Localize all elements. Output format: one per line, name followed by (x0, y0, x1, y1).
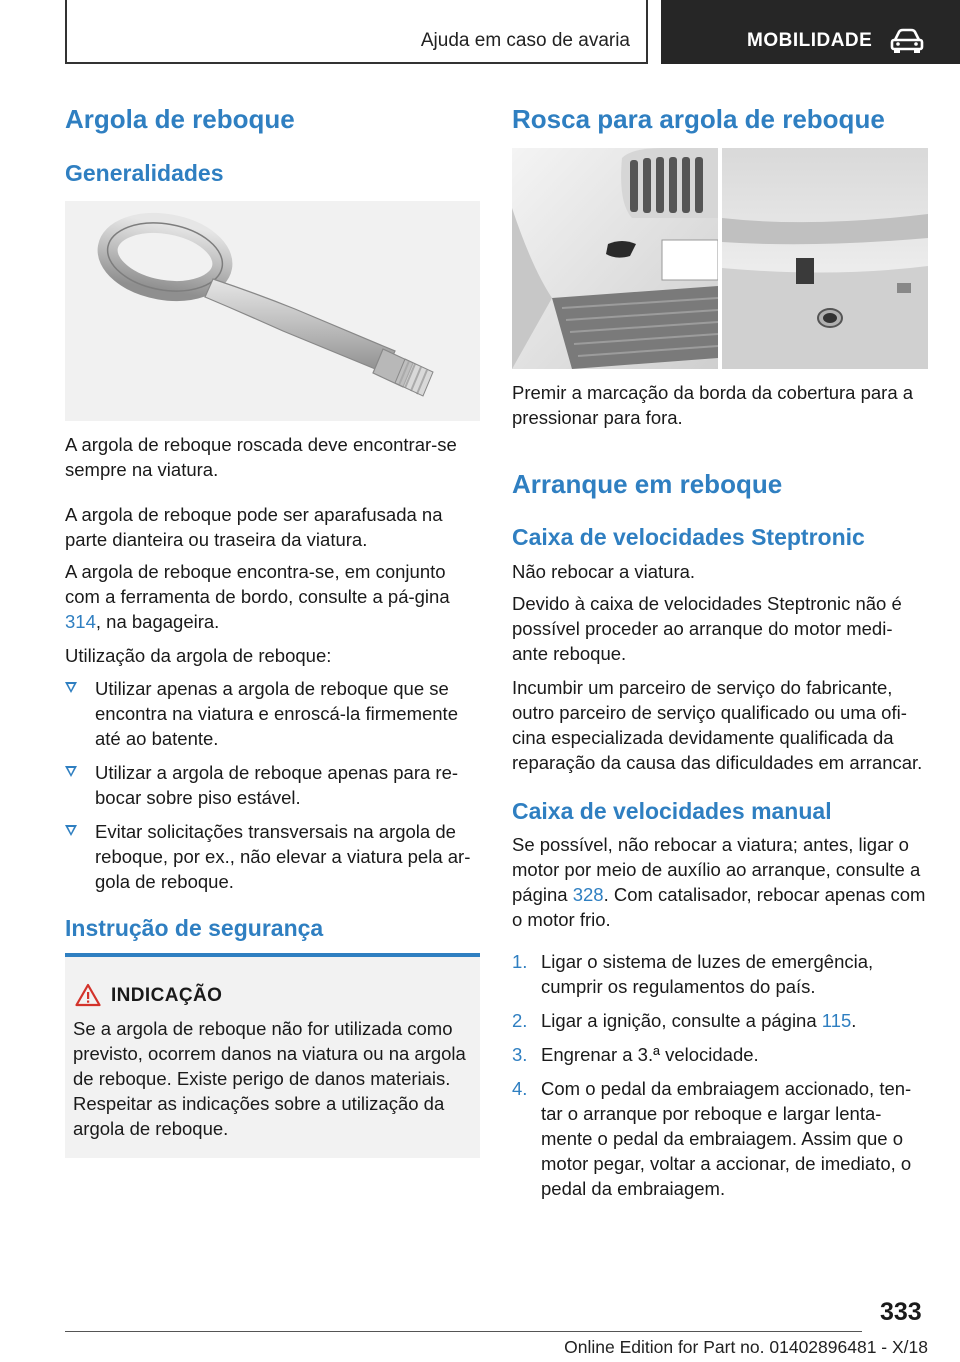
page-link-115[interactable]: 115 (821, 1010, 852, 1031)
section-title-tow-thread: Rosca para argola de reboque (512, 104, 885, 134)
footer-edition: Online Edition for Part no. 01402896481 - X/18 (564, 1337, 928, 1357)
paragraph-tow-eye-location: A argola de reboque encontra-se, em conjunto com a ferramenta de bordo, consulte a pá-gina 314, na bagageira. (65, 561, 450, 632)
page-link-328[interactable]: 328 (572, 884, 604, 905)
paragraph-tow-eye-always: A argola de reboque roscada deve encontrar-se sempre na viatura. (65, 434, 457, 480)
section-title-tow-eye: Argola de reboque (65, 104, 295, 134)
paragraph-steptronic-reason: Devido à caixa de velocidades Steptronic não é possível proceder ao arranque do motor medi-ante reboque. (512, 593, 902, 664)
paragraph-press-cover: Premir a marcação da borda da cobertura para a pressionar para fora. (512, 382, 914, 428)
tow-eye-illustration-icon (65, 201, 480, 421)
paragraph-steptronic-service: Incumbir um parceiro de serviço do fabricante, outro parceiro de serviço qualificado ou uma ofi-cina especializada devidamente qualificada da reparação da causa das dificuldades em arrancar. (512, 677, 923, 773)
tow-eye-illustration (65, 201, 480, 421)
paragraph-steptronic-no-tow: Não rebocar a viatura. (512, 561, 696, 582)
list-item: 2. Ligar a ignição, consulte a página 115. (512, 1010, 857, 1031)
paragraph-manual-intro: Se possível, não rebocar a viatura; antes, ligar o motor por meio de auxílio ao arranque, consulte a página 328. Com catalisador, rebocar apenas com o motor frio. (512, 834, 926, 930)
list-item: Utilizar apenas a argola de reboque que se encontra na viatura e enroscá-la firmemente até ao batente. (65, 676, 480, 751)
notice-box (65, 953, 480, 1158)
header-section-title: Ajuda em caso de avaria (420, 30, 630, 51)
list-item: 3. Engrenar a 3.ª velocidade. (512, 1044, 759, 1065)
list-item: Evitar solicitações transversais na argola de reboque, por ex., não elevar a viatura pela ar-gola de reboque. (65, 819, 480, 894)
list-item: 4. Com o pedal da embraiagem accionado, ten-tar o arranque por reboque e largar lenta-mente o pedal da embraiagem. Assim que o motor pegar, voltar a accionar, de imediato, o pedal da embraiagem. (512, 1078, 912, 1199)
page-number: 333 (880, 1298, 922, 1326)
header-section-box (65, 0, 648, 64)
list-item: Utilizar a argola de reboque apenas para re-bocar sobre piso estável. (65, 760, 480, 810)
bumper-cover-photo (512, 148, 928, 369)
subsection-title-safety: Instrução de segurança (65, 915, 324, 941)
subsection-title-manual: Caixa de velocidades manual (512, 798, 832, 824)
paragraph-usage-intro: Utilização da argola de reboque: (65, 645, 332, 666)
tow-start-steps (512, 949, 928, 1210)
triangle-bullet-icon (65, 766, 77, 777)
subsection-title-general: Generalidades (65, 160, 224, 186)
notice-title: INDICAÇÃO (111, 985, 223, 1006)
triangle-bullet-icon (65, 825, 77, 836)
paragraph-tow-eye-mount: A argola de reboque pode ser aparafusada na parte dianteira ou traseira da viatura. (65, 504, 443, 550)
section-title-tow-start: Arranque em reboque (512, 469, 783, 499)
usage-bullet-list (65, 676, 480, 903)
bumper-cover-photo-icon (512, 148, 928, 369)
list-item: 1. Ligar o sistema de luzes de emergência, cumprir os regulamentos do país. (512, 951, 874, 997)
footer-divider (65, 1331, 862, 1332)
header-chapter-title: MOBILIDADE (747, 30, 873, 51)
car-icon (890, 28, 924, 54)
subsection-title-steptronic: Caixa de velocidades Steptronic (512, 524, 865, 550)
notice-body: Se a argola de reboque não for utilizada como previsto, ocorrem danos na viatura ou na argola de reboque. Existe perigo de danos materiais. Respeitar as indicações sobre a utilização da argola de reboque. (73, 1018, 466, 1139)
triangle-bullet-icon (65, 682, 77, 693)
warning-icon (75, 983, 101, 1007)
page-link-314[interactable]: 314 (65, 611, 96, 632)
header-chapter-box (661, 0, 960, 64)
